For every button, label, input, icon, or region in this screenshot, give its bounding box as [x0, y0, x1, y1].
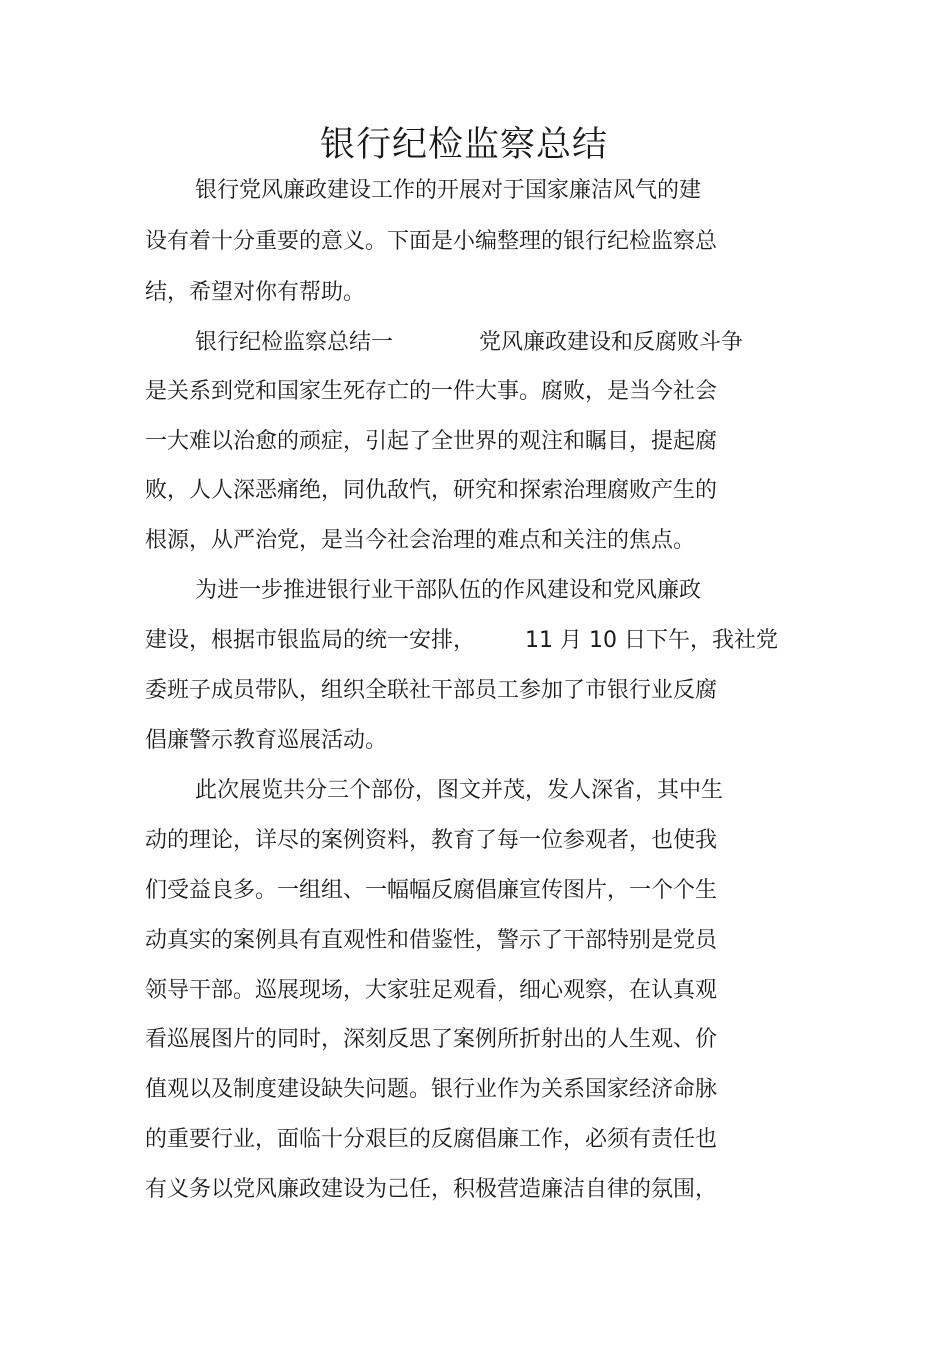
paragraph-4-line-4: 动真实的案例具有直观性和借鉴性，警示了干部特别是党员 [145, 928, 718, 953]
paragraph-3-line-1: 为进一步推进银行业干部队伍的作风建设和党风廉政 [195, 578, 702, 603]
paragraph-4-line-3: 们受益良多。一组组、一幅幅反腐倡廉宣传图片，一个个生 [145, 878, 718, 903]
paragraph-4-line-9: 有义务以党风廉政建设为己任，积极营造廉洁自律的氛围， [145, 1177, 718, 1202]
section-heading: 银行纪检监察总结一 [195, 330, 394, 355]
paragraph-2-line-1 [195, 328, 743, 358]
paragraph-1-line-3: 结，希望对你有帮助。 [145, 280, 366, 305]
paragraph-4-line-1: 此次展览共分三个部份，图文并茂，发人深省，其中生 [195, 778, 724, 803]
paragraph-3-line-2-b: 11 月 10 日下午，我社党 [525, 628, 778, 653]
paragraph-4-line-5: 领导干部。巡展现场，大家驻足观看，细心观察，在认真观 [145, 978, 718, 1003]
paragraph-3-line-2-a: 建设，根据市银监局的统一安排， [145, 628, 476, 653]
paragraph-1-line-2: 设有着十分重要的意义。下面是小编整理的银行纪检监察总 [145, 229, 718, 254]
paragraph-3-line-2 [145, 626, 778, 656]
paragraph-4-line-2: 动的理论，详尽的案例资料，教育了每一位参观者，也使我 [145, 828, 718, 853]
paragraph-4-line-7: 值观以及制度建设缺失问题。银行业作为关系国家经济命脉 [145, 1077, 718, 1102]
paragraph-4-line-6: 看巡展图片的同时，深刻反思了案例所折射出的人生观、价 [145, 1027, 718, 1052]
paragraph-2-line-4: 败，人人深恶痛绝，同仇敌忾，研究和探索治理腐败产生的 [145, 478, 718, 503]
paragraph-3-line-3: 委班子成员带队，组织全联社干部员工参加了市银行业反腐 [145, 678, 718, 703]
paragraph-4-line-8: 的重要行业，面临十分艰巨的反腐倡廉工作，必须有责任也 [145, 1127, 718, 1152]
document-title: 银行纪检监察总结 [319, 125, 608, 165]
paragraph-1-line-1: 银行党风廉政建设工作的开展对于国家廉洁风气的建 [195, 178, 702, 203]
paragraph-2-line-2: 是关系到党和国家生死存亡的一件大事。腐败，是当今社会 [145, 379, 718, 404]
paragraph-2-line-5: 根源，从严治党，是当今社会治理的难点和关注的焦点。 [145, 528, 696, 553]
paragraph-2-line-3: 一大难以治愈的顽症，引起了全世界的观注和瞩目，提起腐 [145, 429, 718, 454]
paragraph-3-line-4: 倡廉警示教育巡展活动。 [145, 728, 388, 753]
paragraph-2-line-1-rest: 党风廉政建设和反腐败斗争 [479, 330, 744, 355]
